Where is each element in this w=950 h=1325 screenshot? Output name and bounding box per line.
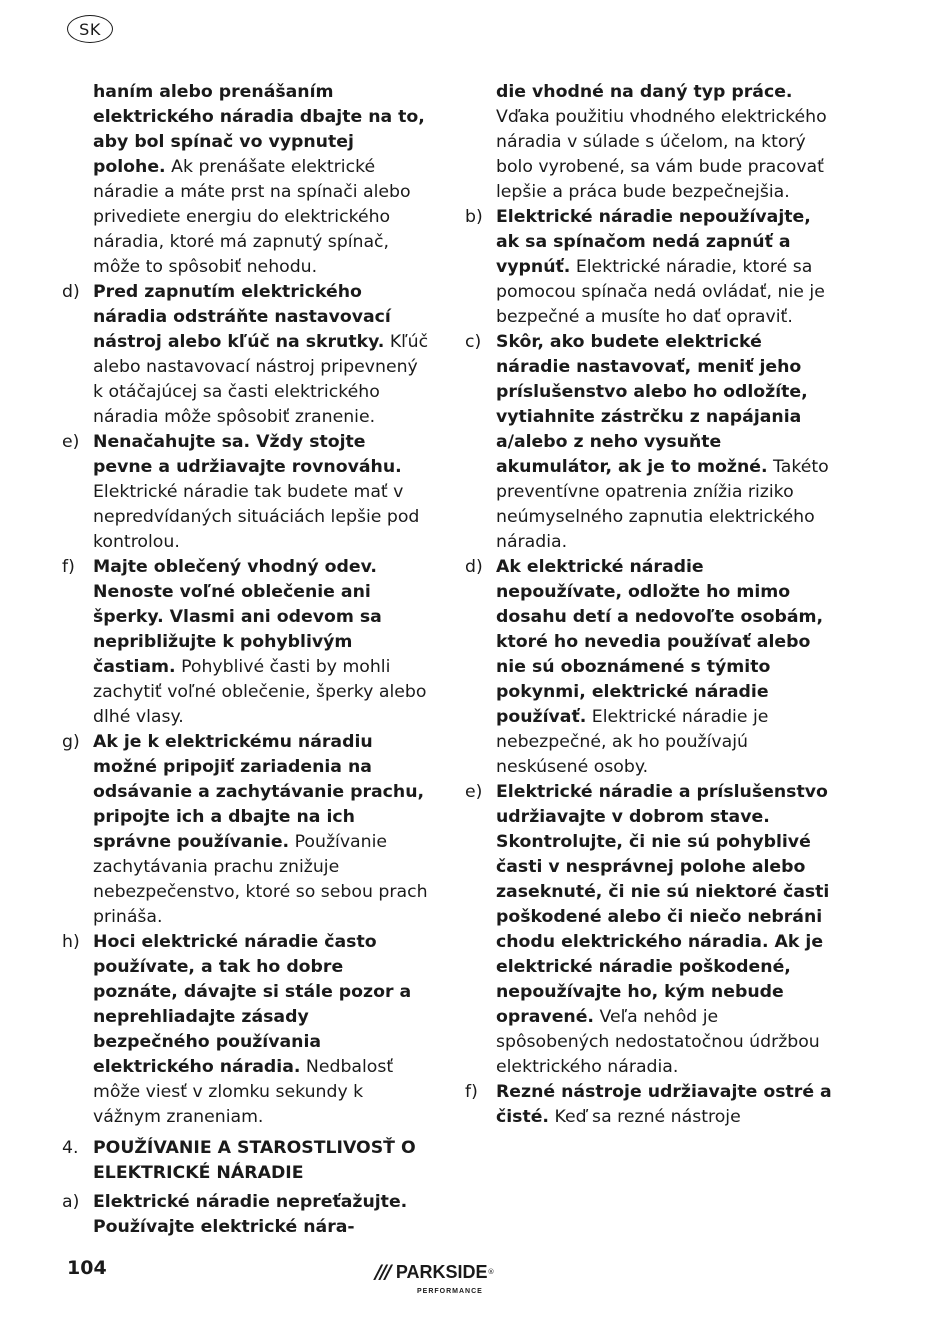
bold-text: Pred zapnutím elektrického náradia odstráňte nastavovací nástroj alebo kľúč na skrutky. [93,282,391,352]
body-text: Elektrické náradie je nebezpečné, ak ho používajú neskúsené osoby. [496,707,769,777]
list-item [62,1190,430,1240]
body-text: Pohyblivé časti by mohli zachytiť voľné oblečenie, šperky alebo dlhé vlasy. [93,657,427,727]
item-label: c) [465,332,482,352]
body-text: Ak prenášate elektrické náradie a máte prst na spínači alebo privediete energiu do elektrického náradia, ktoré má zapnutý spínač, môže to spôsobiť nehodu. [93,157,411,277]
section-number: 4. [62,1138,79,1158]
language-code: SK [79,19,101,39]
body-text: Elektrické náradie, ktoré sa pomocou spínača nedá ovládať, nie je bezpečné a musíte ho dať opraviť. [496,257,825,327]
body-text: Vďaka použitiu vhodného elektrického náradia v súlade s účelom, na ktorý bolo vyrobené, sa vám bude pracovať lepšie a práca bude bezpečnejšia. [496,107,827,202]
left-column [62,80,430,1240]
language-badge [67,15,113,43]
list-item [465,1080,835,1130]
item-label: h) [62,932,80,952]
list-item [465,330,835,555]
list-item [62,730,430,930]
bold-text: Rezné nástroje udržiavajte ostré a čisté. [496,1082,832,1127]
bold-text: Ak je k elektrickému náradiu možné pripojiť zariadenia na odsávanie a zachytávanie prachu, pripojte ich a dbajte na ich správne používanie. [93,732,425,852]
parkside-logo [375,1261,525,1301]
left-continuation-paragraph [62,80,430,280]
body-text: Kľúč alebo nastavovací nástroj pripevnený k otáčajúcej sa časti elektrického náradia môže spôsobiť zranenie. [93,332,429,427]
list-item [465,555,835,780]
section-heading [62,1136,430,1186]
bold-text: haním alebo prenášaním elektrického náradia dbajte na to, aby bol spínač vo vypnutej polohe. [93,82,425,177]
bold-text: Nenačahujte sa. Vždy stojte pevne a udržiavajte rovnováhu. [93,432,402,477]
item-label: f) [465,1082,478,1102]
body-text: Veľa nehôd je spôsobených nedostatočnou údržbou elektrického náradia. [496,1007,820,1077]
body-text: Nedbalosť môže viesť v zlomku sekundy k vážnym zraneniam. [93,1057,394,1127]
body-text: Takéto preventívne opatrenia znížia riziko neúmyselného zapnutia elektrického náradia. [496,457,829,552]
list-item [62,555,430,730]
item-label: g) [62,732,80,752]
list-item [62,430,430,555]
item-label: d) [62,282,80,302]
bold-text: Elektrické náradie a príslušenstvo udržiavajte v dobrom stave. Skontrolujte, či nie sú pohyblivé časti v nesprávnej polohe alebo zaseknuté, či nie sú niektoré časti poškodené alebo či niečo nebráni chodu elektrického náradia. Ak je elektrické náradie poškodené, nepoužívajte ho, kým nebude opravené. [496,782,830,1027]
logo-wordmark: PARKSIDE [395,1261,488,1282]
right-continuation-paragraph [465,80,835,205]
right-column [465,80,835,1130]
body-text: Keď sa rezné nástroje [549,1107,741,1127]
bold-text: Elektrické náradie nepreťažujte. Používajte elektrické nára- [93,1192,408,1237]
page-number: 104 [67,1257,107,1279]
item-label: a) [62,1192,80,1212]
item-label: d) [465,557,483,577]
list-item [465,205,835,330]
bold-text: Skôr, ako budete elektrické náradie nastavovať, meniť jeho príslušenstvo alebo ho odložíte, vytiahnite zástrčku z napájania a/alebo z neho vysuňte akumulátor, ak je to možné. [496,332,808,477]
bold-text: Hoci elektrické náradie často používate, a tak ho dobre poznáte, dávajte si stále pozor a neprehliadajte zásady bezpečného používania elektrického náradia. [93,932,412,1077]
bold-text: Majte oblečený vhodný odev. Nenoste voľné oblečenie ani šperky. Vlasmi ani odevom sa nepribližujte k pohyblivým častiam. [93,557,382,677]
registered-mark: ® [487,1268,495,1276]
logo-subtitle: PERFORMANCE [417,1288,483,1295]
item-label: f) [62,557,75,577]
bold-text: Ak elektrické náradie nepoužívate, odložte ho mimo dosahu detí a nedovoľte osobám, ktoré ho nevedia používať alebo nie sú oboznámené s týmito pokynmi, elektrické náradie používať. [496,557,824,727]
bold-text: Elektrické náradie nepoužívajte, ak sa spínačom nedá zapnúť a vypnúť. [496,207,811,277]
section-title: POUŽÍVANIE A STAROSTLIVOSŤ O ELEKTRICKÉ NÁRADIE [93,1138,416,1183]
list-item [465,780,835,1080]
item-label: e) [62,432,80,452]
body-text: Používanie zachytávania prachu znižuje nebezpečenstvo, ktoré so sebou prach prináša. [93,832,428,927]
bold-text: die vhodné na daný typ práce. [496,82,793,102]
item-label: e) [465,782,483,802]
list-item [62,930,430,1130]
list-item [62,280,430,430]
item-label: b) [465,207,483,227]
logo-slashes: /// [375,1261,390,1283]
body-text: Elektrické náradie tak budete mať v nepredvídaných situáciách lepšie pod kontrolou. [93,482,420,552]
